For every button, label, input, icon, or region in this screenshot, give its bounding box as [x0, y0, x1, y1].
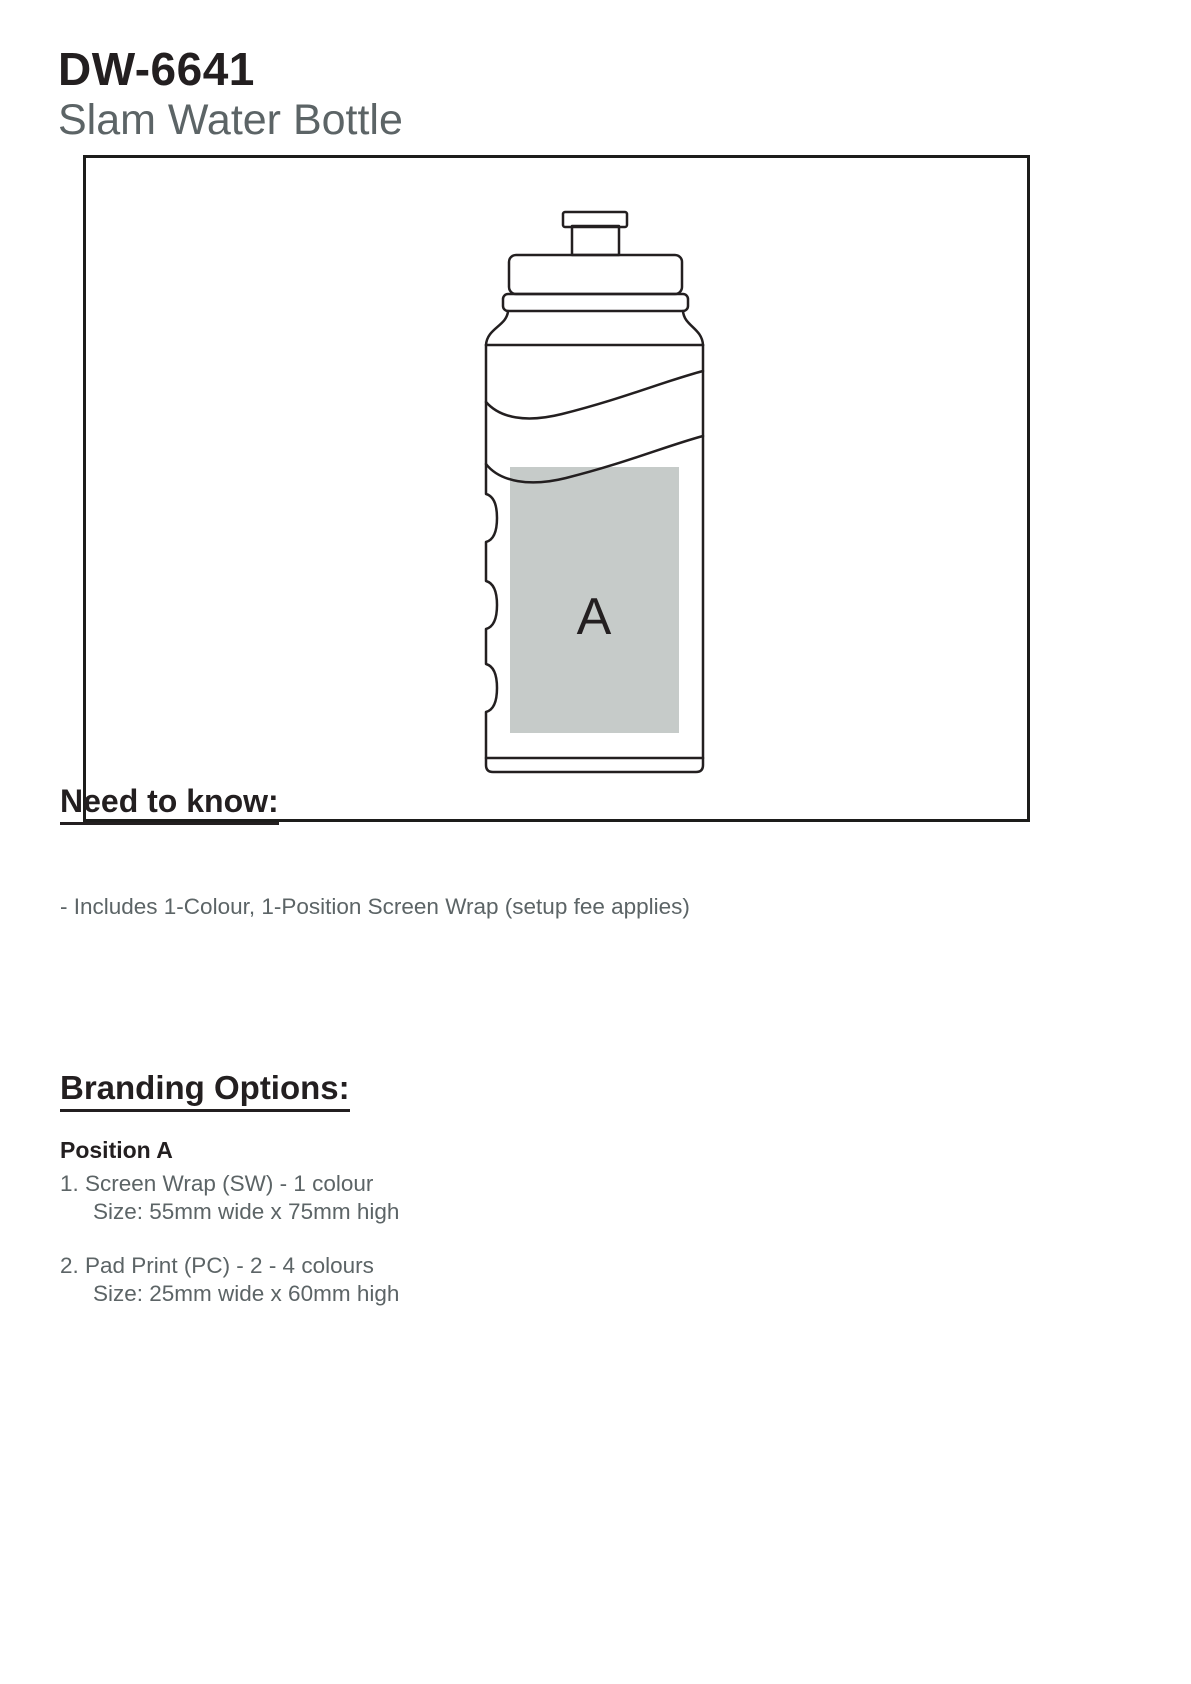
bottle-shoulder-left: [486, 311, 508, 345]
product-name-subtitle: Slam Water Bottle: [58, 95, 403, 144]
bottle-shoulder-right: [683, 311, 703, 345]
bottle-cap: [509, 255, 682, 294]
product-diagram-frame: [83, 155, 1030, 822]
branding-option-1-line1: 1. Screen Wrap (SW) - 1 colour: [60, 1171, 374, 1196]
branding-options-heading: Branding Options:: [60, 1069, 350, 1112]
branding-options-section: [60, 1136, 399, 1308]
product-code-title: DW-6641: [58, 43, 255, 95]
page-header: [58, 44, 403, 144]
branding-option-2: [60, 1252, 399, 1308]
bottle-spout: [572, 226, 619, 255]
need-to-know-text: - Includes 1-Colour, 1-Position Screen Wrap (setup fee applies): [60, 894, 690, 919]
bottle-wave-upper: [486, 371, 703, 418]
branding-option-2-size: Size: 25mm wide x 60mm high: [93, 1281, 400, 1306]
branding-option-1: [60, 1170, 399, 1226]
bottle-neck-ring: [503, 294, 688, 311]
branding-option-2-line1: 2. Pad Print (PC) - 2 - 4 colours: [60, 1253, 374, 1278]
need-to-know-heading: Need to know:: [60, 783, 279, 825]
branding-option-1-size: Size: 55mm wide x 75mm high: [93, 1199, 400, 1224]
position-a-heading: Position A: [60, 1137, 173, 1163]
bottle-diagram: [480, 192, 710, 782]
print-area-label: A: [576, 588, 612, 646]
